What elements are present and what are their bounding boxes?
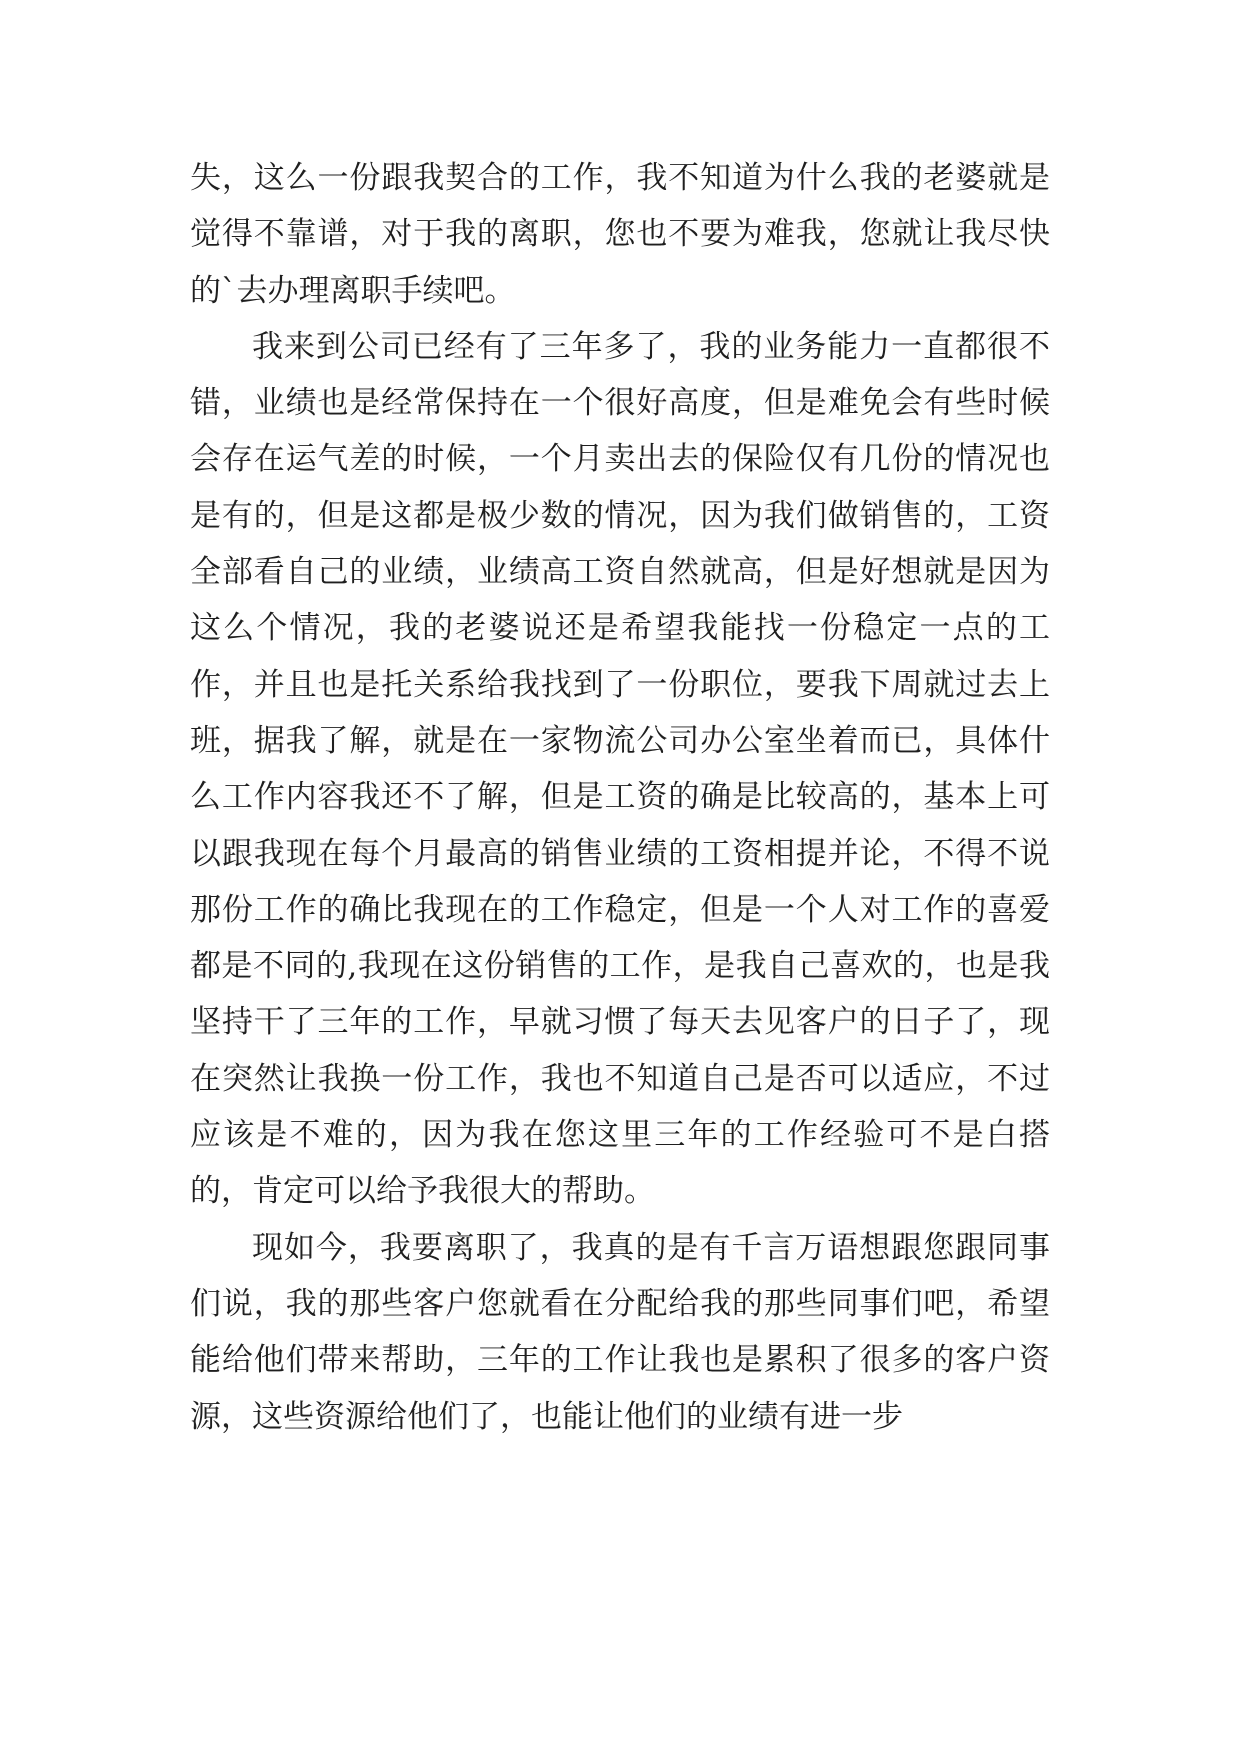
paragraph-3: 现如今，我要离职了，我真的是有千言万语想跟您跟同事们说，我的那些客户您就看在分配给我的那些同事们吧，希望能给他们带来帮助，三年的工作让我也是累积了很多的客户资源，这些资源给他们了，也能让他们的业绩有进一步 bbox=[190, 1229, 1050, 1435]
paragraph-1: 失，这么一份跟我契合的工作，我不知道为什么我的老婆就是觉得不靠谱，对于我的离职，您也不要为难我，您就让我尽快的`去办理离职手续吧。 bbox=[190, 160, 1050, 309]
paragraph-2: 我来到公司已经有了三年多了，我的业务能力一直都很不错，业绩也是经常保持在一个很好高度，但是难免会有些时候会存在运气差的时候，一个月卖出去的保险仅有几份的情况也是有的，但是这都是极少数的情况，因为我们做销售的，工资全部看自己的业绩，业绩高工资自然就高，但是好想就是因为这么个情况，我的老婆说还是希望我能找一份稳定一点的工作，并且也是托关系给我找到了一份职位，要我下周就过去上班，据我了解，就是在一家物流公司办公室坐着而已，具体什么工作内容我还不了解，但是工资的确是比较高的，基本上可以跟我现在每个月最高的销售业绩的工资相提并论，不得不说那份工作的确比我现在的工作稳定，但是一个人对工作的喜爱都是不同的,我现在这份销售的工作，是我自己喜欢的，也是我坚持干了三年的工作，早就习惯了每天去见客户的日子了，现在突然让我换一份工作，我也不知道自己是否可以适应，不过应该是不难的，因为我在您这里三年的工作经验可不是白搭的，肯定可以给予我很大的帮助。 bbox=[190, 328, 1050, 1210]
document-page bbox=[190, 150, 1050, 1445]
